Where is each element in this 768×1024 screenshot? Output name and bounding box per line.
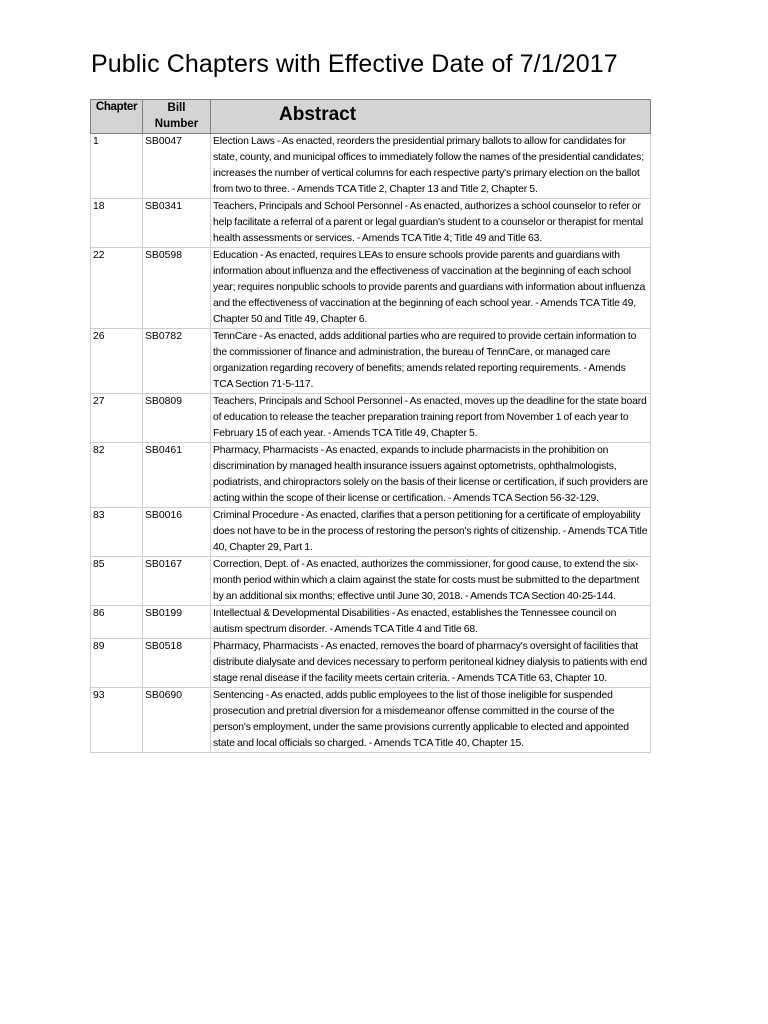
chapter-cell: 93 bbox=[91, 688, 143, 753]
bill-cell: SB0782 bbox=[143, 329, 211, 394]
chapter-cell: 89 bbox=[91, 639, 143, 688]
header-abstract: Abstract bbox=[211, 100, 651, 134]
table-body bbox=[91, 134, 651, 753]
bill-cell: SB0809 bbox=[143, 394, 211, 443]
abstract-cell: Intellectual & Developmental Disabilities - As enacted, establishes the Tennessee council on autism spectrum disorder. - Amends TCA Title 4 and Title 68. bbox=[211, 606, 651, 639]
chapter-cell: 27 bbox=[91, 394, 143, 443]
header-bill-line1: Bill bbox=[167, 102, 186, 114]
chapter-cell: 1 bbox=[91, 134, 143, 199]
bill-cell: SB0199 bbox=[143, 606, 211, 639]
bill-cell: SB0598 bbox=[143, 248, 211, 329]
table-row bbox=[91, 688, 651, 753]
abstract-cell: TennCare - As enacted, adds additional parties who are required to provide certain information to the commissioner of finance and administration, the bureau of TennCare, or managed care organization regarding recovery of benefits; amends related reporting requirements. - Amends TCA Section 71-5-117. bbox=[211, 329, 651, 394]
table-header bbox=[91, 100, 651, 134]
header-chapter: Chapter bbox=[91, 100, 143, 134]
abstract-cell: Pharmacy, Pharmacists - As enacted, removes the board of pharmacy's oversight of facilities that distribute dialysate and devices necessary to perform peritoneal kidney dialysis to patients with end stage renal disease if the facility meets certain criteria. - Amends TCA Title 63, Chapter 10. bbox=[211, 639, 651, 688]
bill-cell: SB0341 bbox=[143, 199, 211, 248]
header-bill-line2: Number bbox=[154, 118, 199, 130]
abstract-cell: Correction, Dept. of - As enacted, authorizes the commissioner, for good cause, to extend the six-month period within which a claim against the state for costs must be submitted to the department by an additional six months; effective until June 30, 2018. - Amends TCA Section 40-25-144. bbox=[211, 557, 651, 606]
abstract-cell: Teachers, Principals and School Personnel - As enacted, moves up the deadline for the state board of education to release the teacher preparation training report from November 1 of each year to February 15 of each year. - Amends TCA Title 49, Chapter 5. bbox=[211, 394, 651, 443]
bill-cell: SB0461 bbox=[143, 443, 211, 508]
chapter-cell: 83 bbox=[91, 508, 143, 557]
table-row bbox=[91, 606, 651, 639]
table-row bbox=[91, 557, 651, 606]
header-row bbox=[91, 100, 651, 134]
abstract-cell: Criminal Procedure - As enacted, clarifies that a person petitioning for a certificate of employability does not have to be in the process of restoring the person's rights of citizenship. - Amends TCA Title 40, Chapter 29, Part 1. bbox=[211, 508, 651, 557]
abstract-cell: Pharmacy, Pharmacists - As enacted, expands to include pharmacists in the prohibition on discrimination by managed health insurance issuers against optometrists, ophthalmologists, podiatrists, and chiropractors solely on the basis of their license or certification, if such providers are acting within the scope of their license or certification. - Amends TCA Section 56-32-129. bbox=[211, 443, 651, 508]
chapter-cell: 26 bbox=[91, 329, 143, 394]
table-row bbox=[91, 508, 651, 557]
page-title: Public Chapters with Effective Date of 7/1/2017 bbox=[91, 50, 618, 78]
header-bill-number bbox=[143, 100, 211, 134]
chapter-cell: 22 bbox=[91, 248, 143, 329]
bill-cell: SB0016 bbox=[143, 508, 211, 557]
chapters-table bbox=[90, 99, 651, 753]
chapter-cell: 82 bbox=[91, 443, 143, 508]
abstract-cell: Education - As enacted, requires LEAs to ensure schools provide parents and guardians with information about influenza and the effectiveness of vaccination at the beginning of each school year; requires nonpublic schools to provide parents and guardians with information about influenza and the effectiveness of vaccination at the beginning of each school year. - Amends TCA Title 49, Chapter 50 and Title 49, Chapter 6. bbox=[211, 248, 651, 329]
table-row bbox=[91, 248, 651, 329]
bill-cell: SB0167 bbox=[143, 557, 211, 606]
chapter-cell: 18 bbox=[91, 199, 143, 248]
bill-cell: SB0690 bbox=[143, 688, 211, 753]
abstract-cell: Sentencing - As enacted, adds public employees to the list of those ineligible for suspended prosecution and pretrial diversion for a misdemeanor offense committed in the course of the person's employment, under the same provisions currently applicable to elected and appointed state and local officials so charged. - Amends TCA Title 40, Chapter 15. bbox=[211, 688, 651, 753]
table-row bbox=[91, 134, 651, 199]
table-row bbox=[91, 199, 651, 248]
chapter-cell: 85 bbox=[91, 557, 143, 606]
bill-cell: SB0047 bbox=[143, 134, 211, 199]
table-row bbox=[91, 639, 651, 688]
table-row bbox=[91, 443, 651, 508]
bill-cell: SB0518 bbox=[143, 639, 211, 688]
table-row bbox=[91, 394, 651, 443]
chapter-cell: 86 bbox=[91, 606, 143, 639]
table-row bbox=[91, 329, 651, 394]
abstract-cell: Election Laws - As enacted, reorders the presidential primary ballots to allow for candidates for state, county, and municipal offices to immediately follow the names of the presidential candidates; increases the number of vertical columns for each respective party's primary election on the ballot from two to three. - Amends TCA Title 2, Chapter 13 and Title 2, Chapter 5. bbox=[211, 134, 651, 199]
abstract-cell: Teachers, Principals and School Personnel - As enacted, authorizes a school counselor to refer or help facilitate a referral of a parent or legal guardian's student to a counselor or therapist for mental health assessments or services. - Amends TCA Title 4; Title 49 and Title 63. bbox=[211, 199, 651, 248]
